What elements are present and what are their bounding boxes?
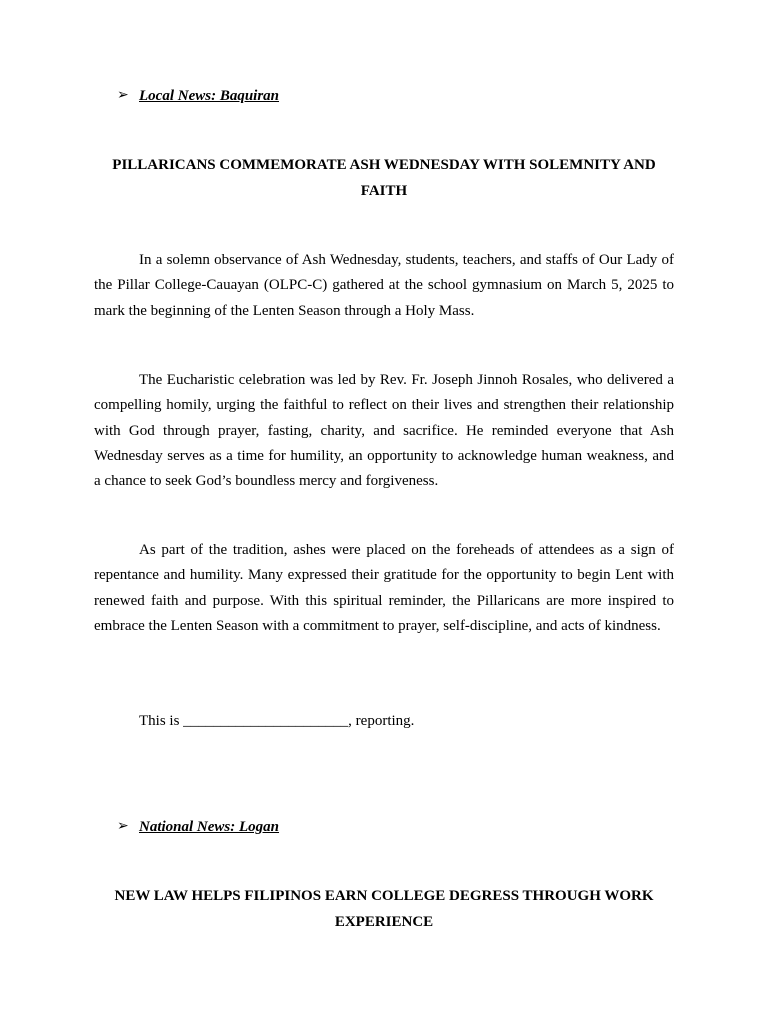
local-headline: PILLARICANS COMMEMORATE ASH WEDNESDAY WITH SOLEMNITY AND FAITH xyxy=(112,157,656,199)
local-paragraph-3: As part of the tradition, ashes were placed on the foreheads of attendees as a sign of repentance and humility. Many expressed their gratitude for the opportunity to begin Lent with renewed faith and purpose. With this spiritual reminder, the Pillaricans are more inspired to embrace the Lenten Season with a commitment to prayer, self-discipline, and acts of kindness. xyxy=(94,542,674,634)
arrowhead-bullet-icon: ➢ xyxy=(117,819,129,834)
local-paragraph-1: In a solemn observance of Ash Wednesday, students, teachers, and staffs of Our Lady of the Pillar College-Cauayan (OLPC-C) gathered at the school gymnasium on March 5, 2025 to mark the beginning of the Lenten Season through a Holy Mass. xyxy=(94,252,674,319)
national-news-heading xyxy=(117,817,279,837)
local-news-label: Local News: Baquiran xyxy=(139,88,280,104)
local-paragraph-2: The Eucharistic celebration was led by Rev. Fr. Joseph Jinnoh Rosales, who delivered a compelling homily, urging the faithful to reflect on their lives and strengthen their relationship with God through prayer, fasting, charity, and sacrifice. He reminded everyone that Ash Wednesday serves as a time for humility, an opportunity to acknowledge human weakness, and a chance to seek God’s boundless mercy and forgiveness. xyxy=(94,372,674,490)
reporting-signoff: This is ______________________, reporting. xyxy=(139,713,415,729)
national-headline: NEW LAW HELPS FILIPINOS EARN COLLEGE DEGRESS THROUGH WORK EXPERIENCE xyxy=(114,888,654,930)
local-news-heading xyxy=(117,86,279,106)
national-news-label: National News: Logan xyxy=(139,819,280,835)
arrowhead-bullet-icon: ➢ xyxy=(117,88,129,103)
